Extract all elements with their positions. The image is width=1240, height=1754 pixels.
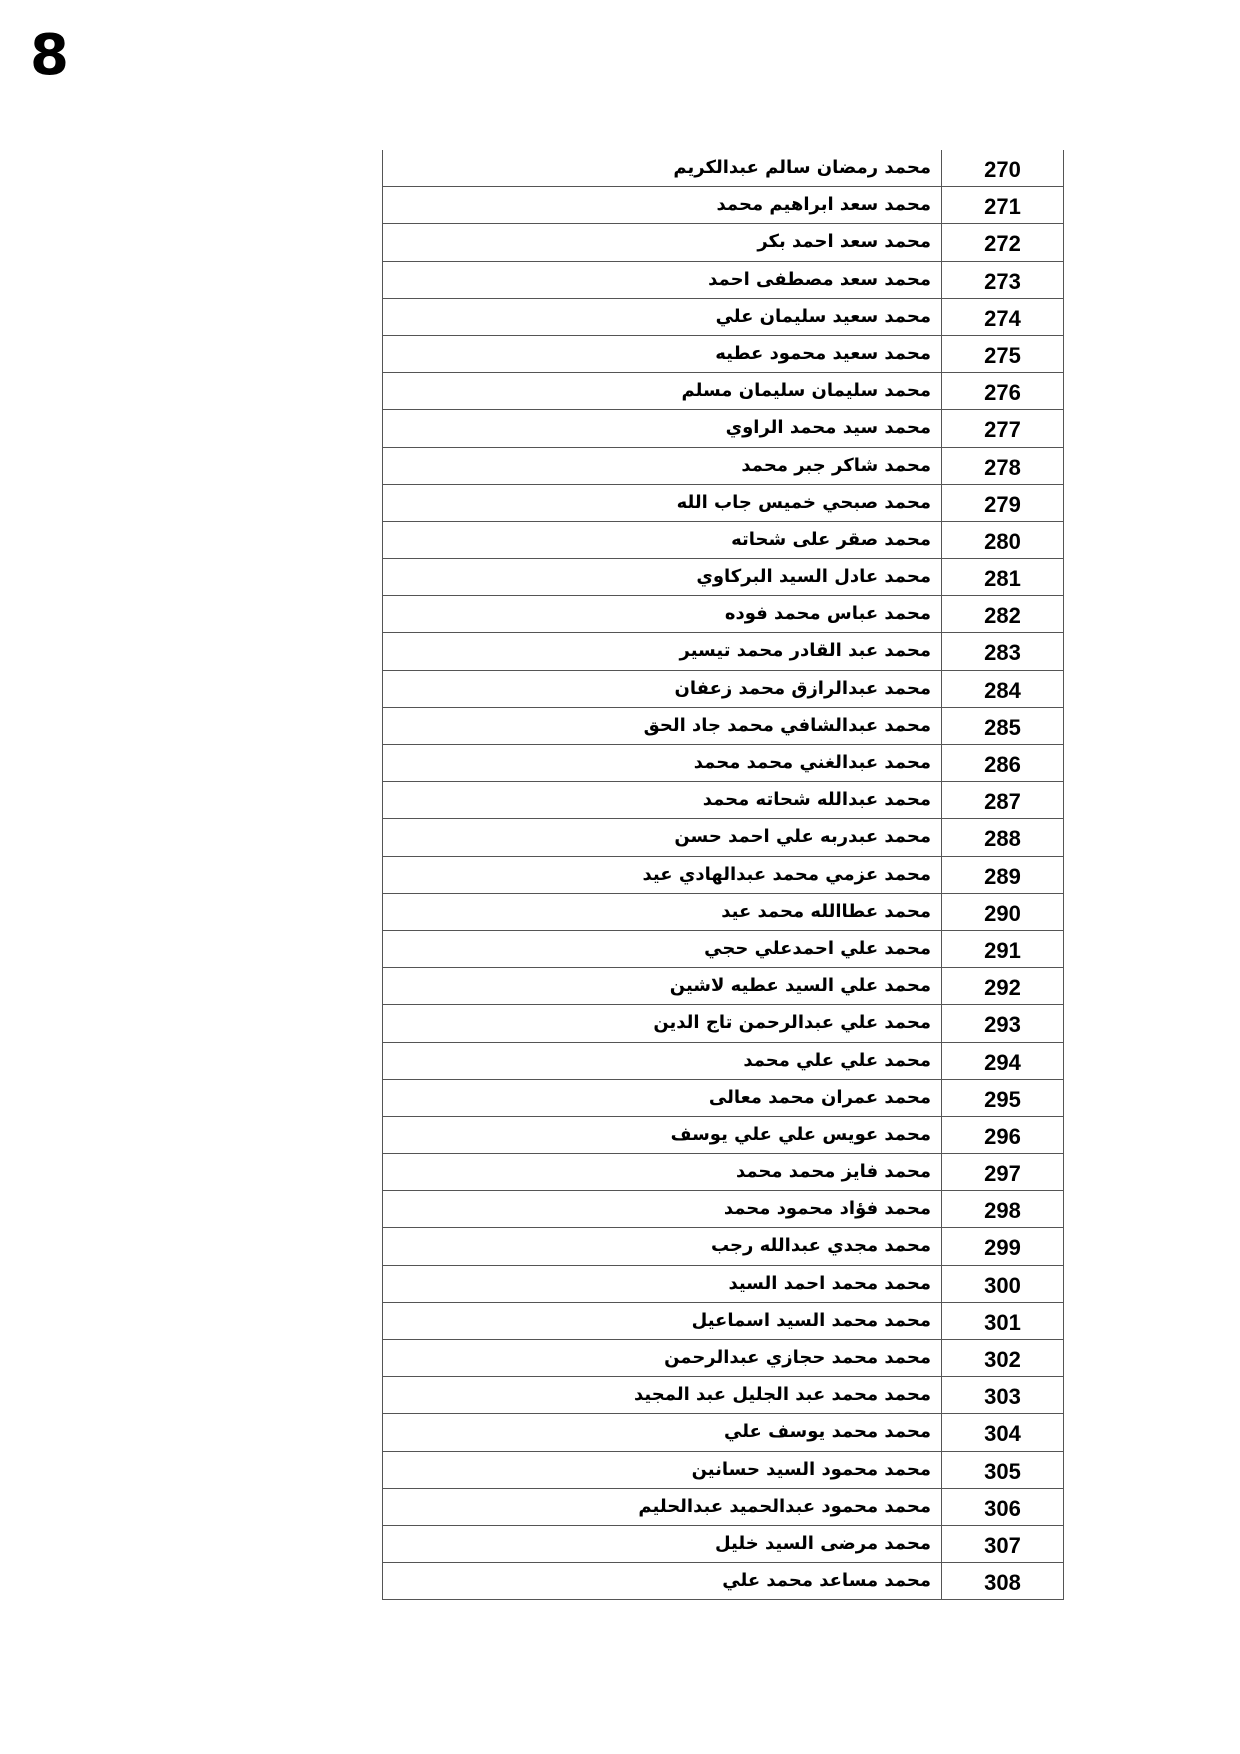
name-cell: محمد علي السيد عطيه لاشين bbox=[382, 968, 942, 1004]
number-cell: 304 bbox=[942, 1414, 1064, 1450]
table-row bbox=[382, 1191, 1064, 1228]
table-row bbox=[382, 894, 1064, 931]
name-cell: محمد عبدالرازق محمد زعفان bbox=[382, 671, 942, 707]
number-cell: 307 bbox=[942, 1526, 1064, 1562]
table-row bbox=[382, 596, 1064, 633]
table-row bbox=[382, 931, 1064, 968]
table-row bbox=[382, 1414, 1064, 1451]
number-cell: 289 bbox=[942, 857, 1064, 893]
name-cell: محمد عطاالله محمد عيد bbox=[382, 894, 942, 930]
number-cell: 298 bbox=[942, 1191, 1064, 1227]
name-cell: محمد مرضى السيد خليل bbox=[382, 1526, 942, 1562]
number-cell: 292 bbox=[942, 968, 1064, 1004]
number-cell: 284 bbox=[942, 671, 1064, 707]
table-row bbox=[382, 410, 1064, 447]
table-row bbox=[382, 708, 1064, 745]
table-row bbox=[382, 1303, 1064, 1340]
number-cell: 308 bbox=[942, 1563, 1064, 1599]
table-row bbox=[382, 1526, 1064, 1563]
name-cell: محمد سعد احمد بكر bbox=[382, 224, 942, 260]
number-cell: 282 bbox=[942, 596, 1064, 632]
name-cell: محمد مساعد محمد علي bbox=[382, 1563, 942, 1599]
table-row bbox=[382, 857, 1064, 894]
name-cell: محمد عبدالغني محمد محمد bbox=[382, 745, 942, 781]
table-row bbox=[382, 262, 1064, 299]
name-cell: محمد عويس علي علي يوسف bbox=[382, 1117, 942, 1153]
name-cell: محمد سعد مصطفى احمد bbox=[382, 262, 942, 298]
name-cell: محمد رمضان سالم عبدالكريم bbox=[382, 150, 942, 186]
number-cell: 285 bbox=[942, 708, 1064, 744]
number-cell: 301 bbox=[942, 1303, 1064, 1339]
number-cell: 270 bbox=[942, 150, 1064, 186]
name-cell: محمد عباس محمد فوده bbox=[382, 596, 942, 632]
name-cell: محمد محمد احمد السيد bbox=[382, 1266, 942, 1302]
number-cell: 294 bbox=[942, 1043, 1064, 1079]
number-cell: 291 bbox=[942, 931, 1064, 967]
number-cell: 281 bbox=[942, 559, 1064, 595]
name-cell: محمد فؤاد محمود محمد bbox=[382, 1191, 942, 1227]
table-row bbox=[382, 1377, 1064, 1414]
name-cell: محمد محمد عبد الجليل عبد المجيد bbox=[382, 1377, 942, 1413]
number-cell: 297 bbox=[942, 1154, 1064, 1190]
table-row bbox=[382, 745, 1064, 782]
table-row bbox=[382, 224, 1064, 261]
name-cell: محمد مجدي عبدالله رجب bbox=[382, 1228, 942, 1264]
table-row bbox=[382, 299, 1064, 336]
name-cell: محمد صبحي خميس جاب الله bbox=[382, 485, 942, 521]
table-row bbox=[382, 336, 1064, 373]
name-cell: محمد سعد ابراهيم محمد bbox=[382, 187, 942, 223]
table-row bbox=[382, 150, 1064, 187]
table-row bbox=[382, 1228, 1064, 1265]
number-cell: 271 bbox=[942, 187, 1064, 223]
name-cell: محمد عمران محمد معالى bbox=[382, 1080, 942, 1116]
table-row bbox=[382, 1117, 1064, 1154]
number-cell: 295 bbox=[942, 1080, 1064, 1116]
name-cell: محمد علي عبدالرحمن تاج الدين bbox=[382, 1005, 942, 1041]
number-cell: 288 bbox=[942, 819, 1064, 855]
number-cell: 279 bbox=[942, 485, 1064, 521]
table-row bbox=[382, 782, 1064, 819]
number-cell: 283 bbox=[942, 633, 1064, 669]
number-cell: 305 bbox=[942, 1452, 1064, 1488]
table-row bbox=[382, 522, 1064, 559]
name-cell: محمد عبدالله شحاته محمد bbox=[382, 782, 942, 818]
number-cell: 306 bbox=[942, 1489, 1064, 1525]
number-cell: 290 bbox=[942, 894, 1064, 930]
name-cell: محمد محمد السيد اسماعيل bbox=[382, 1303, 942, 1339]
name-cell: محمد سعيد محمود عطيه bbox=[382, 336, 942, 372]
table-row bbox=[382, 187, 1064, 224]
name-cell: محمد محمود عبدالحميد عبدالحليم bbox=[382, 1489, 942, 1525]
number-cell: 274 bbox=[942, 299, 1064, 335]
table-row bbox=[382, 1563, 1064, 1600]
name-cell: محمد عزمي محمد عبدالهادي عيد bbox=[382, 857, 942, 893]
table-row bbox=[382, 1489, 1064, 1526]
names-table bbox=[382, 150, 1064, 1600]
number-cell: 296 bbox=[942, 1117, 1064, 1153]
number-cell: 278 bbox=[942, 448, 1064, 484]
name-cell: محمد شاكر جبر محمد bbox=[382, 448, 942, 484]
table-row bbox=[382, 448, 1064, 485]
number-cell: 273 bbox=[942, 262, 1064, 298]
name-cell: محمد محمد حجازي عبدالرحمن bbox=[382, 1340, 942, 1376]
name-cell: محمد علي احمدعلي حجي bbox=[382, 931, 942, 967]
table-row bbox=[382, 671, 1064, 708]
number-cell: 302 bbox=[942, 1340, 1064, 1376]
name-cell: محمد عبدربه علي احمد حسن bbox=[382, 819, 942, 855]
table-row bbox=[382, 1340, 1064, 1377]
number-cell: 277 bbox=[942, 410, 1064, 446]
table-row bbox=[382, 1043, 1064, 1080]
name-cell: محمد عبدالشافي محمد جاد الحق bbox=[382, 708, 942, 744]
table-row bbox=[382, 1452, 1064, 1489]
name-cell: محمد سعيد سليمان علي bbox=[382, 299, 942, 335]
table-row bbox=[382, 968, 1064, 1005]
table-row bbox=[382, 1154, 1064, 1191]
table-row bbox=[382, 373, 1064, 410]
name-cell: محمد صقر على شحاته bbox=[382, 522, 942, 558]
number-cell: 286 bbox=[942, 745, 1064, 781]
number-cell: 299 bbox=[942, 1228, 1064, 1264]
number-cell: 303 bbox=[942, 1377, 1064, 1413]
table-row bbox=[382, 633, 1064, 670]
page-number: 8 bbox=[30, 23, 69, 88]
name-cell: محمد عبد القادر محمد تيسير bbox=[382, 633, 942, 669]
number-cell: 275 bbox=[942, 336, 1064, 372]
table-row bbox=[382, 1005, 1064, 1042]
number-cell: 280 bbox=[942, 522, 1064, 558]
name-cell: محمد محمود السيد حسانين bbox=[382, 1452, 942, 1488]
name-cell: محمد سليمان سليمان مسلم bbox=[382, 373, 942, 409]
number-cell: 272 bbox=[942, 224, 1064, 260]
table-row bbox=[382, 1266, 1064, 1303]
number-cell: 287 bbox=[942, 782, 1064, 818]
table-row bbox=[382, 819, 1064, 856]
number-cell: 276 bbox=[942, 373, 1064, 409]
name-cell: محمد محمد يوسف علي bbox=[382, 1414, 942, 1450]
name-cell: محمد فايز محمد محمد bbox=[382, 1154, 942, 1190]
number-cell: 293 bbox=[942, 1005, 1064, 1041]
number-cell: 300 bbox=[942, 1266, 1064, 1302]
table-row bbox=[382, 559, 1064, 596]
table-row bbox=[382, 485, 1064, 522]
name-cell: محمد سيد محمد الراوي bbox=[382, 410, 942, 446]
name-cell: محمد علي علي محمد bbox=[382, 1043, 942, 1079]
name-cell: محمد عادل السيد البركاوي bbox=[382, 559, 942, 595]
table-row bbox=[382, 1080, 1064, 1117]
